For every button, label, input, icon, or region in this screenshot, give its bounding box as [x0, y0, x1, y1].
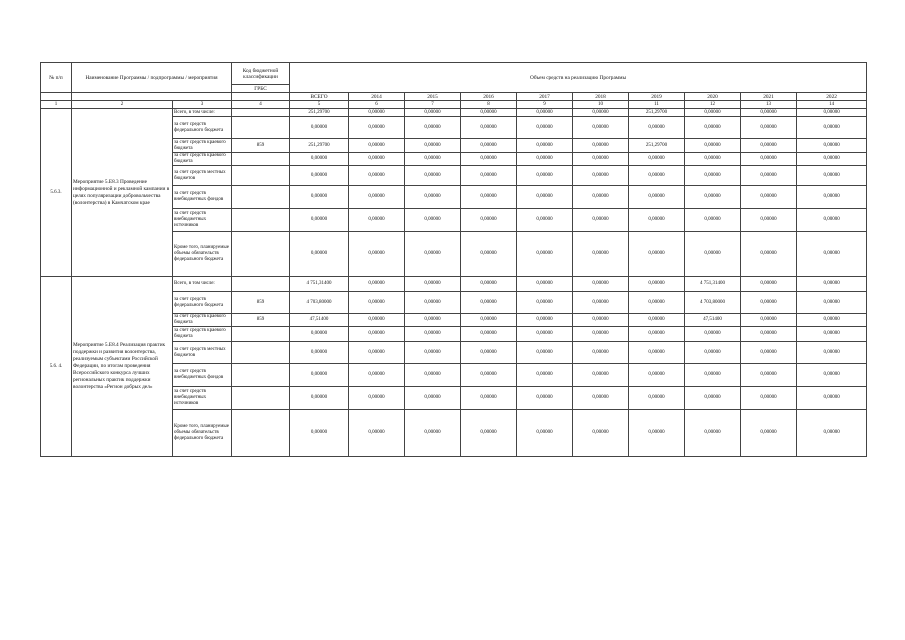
amount-cell: 0,00000 — [461, 232, 517, 277]
amount-cell: 0,00000 — [797, 153, 867, 166]
amount-cell: 0,00000 — [405, 314, 461, 327]
amount-cell: 0,00000 — [349, 166, 405, 186]
grbs-code — [232, 327, 290, 342]
amount-cell: 0,00000 — [797, 166, 867, 186]
amount-cell: 0,00000 — [629, 117, 685, 139]
year-header-cell: 2019 — [629, 93, 685, 101]
funding-source-label: за счет средств внебюджетных фондов — [173, 364, 232, 387]
amount-cell: 0,00000 — [629, 186, 685, 209]
amount-cell: 0,00000 — [405, 277, 461, 292]
amount-cell: 0,00000 — [517, 109, 573, 117]
amount-cell: 0,00000 — [405, 232, 461, 277]
funding-source-label: Кроме того, планируемые объемы обязательств федерального бюджета — [173, 410, 232, 457]
funding-source-label: Кроме того, планируемые объемы обязательств федерального бюджета — [173, 232, 232, 277]
amount-cell: 0,00000 — [629, 387, 685, 410]
amount-cell: 0,00000 — [461, 109, 517, 117]
column-index-cell: 9 — [517, 101, 573, 109]
amount-cell: 0,00000 — [405, 342, 461, 364]
grbs-code — [232, 186, 290, 209]
amount-cell: 0,00000 — [405, 153, 461, 166]
amount-cell: 0,00000 — [685, 153, 741, 166]
amount-cell: 0,00000 — [517, 186, 573, 209]
amount-cell: 0,00000 — [290, 166, 349, 186]
amount-cell: 0,00000 — [349, 364, 405, 387]
amount-cell: 0,00000 — [290, 232, 349, 277]
column-index-cell: 11 — [629, 101, 685, 109]
column-index-cell: 2 — [72, 101, 173, 109]
amount-cell: 0,00000 — [461, 277, 517, 292]
funding-source-label: за счет средств краевого бюджета — [173, 153, 232, 166]
amount-cell: 0,00000 — [405, 139, 461, 153]
amount-cell: 0,00000 — [741, 209, 797, 232]
amount-cell: 0,00000 — [517, 139, 573, 153]
amount-cell: 0,00000 — [741, 109, 797, 117]
amount-cell: 0,00000 — [290, 327, 349, 342]
amount-cell: 0,00000 — [573, 139, 629, 153]
table-row — [41, 109, 867, 117]
amount-cell: 0,00000 — [405, 410, 461, 457]
amount-cell: 0,00000 — [349, 209, 405, 232]
year-header-cell: 2018 — [573, 93, 629, 101]
funding-source-label: за счет средств краевого бюджета — [173, 327, 232, 342]
amount-cell: 0,00000 — [629, 209, 685, 232]
amount-cell: 0,00000 — [629, 277, 685, 292]
header-volume: Объем средств на реализацию Программы — [290, 63, 867, 93]
amount-cell: 0,00000 — [573, 410, 629, 457]
grbs-code: 859 — [232, 139, 290, 153]
amount-cell: 0,00000 — [461, 209, 517, 232]
funding-source-label: Всего, в том числе: — [173, 109, 232, 117]
header-grbs: ГРБС — [232, 85, 290, 93]
amount-cell: 0,00000 — [461, 327, 517, 342]
funding-source-label: за счет средств внебюджетных фондов — [173, 186, 232, 209]
amount-cell: 0,00000 — [349, 410, 405, 457]
amount-cell: 0,00000 — [349, 232, 405, 277]
amount-cell: 0,00000 — [797, 387, 867, 410]
column-index-cell: 3 — [173, 101, 232, 109]
amount-cell: 0,00000 — [797, 364, 867, 387]
column-index-cell: 13 — [741, 101, 797, 109]
amount-cell: 0,00000 — [405, 117, 461, 139]
amount-cell: 0,00000 — [797, 139, 867, 153]
amount-cell: 0,00000 — [685, 364, 741, 387]
amount-cell: 0,00000 — [405, 327, 461, 342]
amount-cell: 0,00000 — [290, 410, 349, 457]
amount-cell: 0,00000 — [685, 387, 741, 410]
grbs-code — [232, 232, 290, 277]
column-index-cell: 8 — [461, 101, 517, 109]
amount-cell: 4 703,80000 — [685, 292, 741, 314]
measure-name: Мероприятие 5.E8.3 Проведение информационной и рекламной кампании в целях популяризации добровольчества (волонтерства) в Камчатском крае — [72, 109, 173, 277]
amount-cell: 0,00000 — [290, 153, 349, 166]
amount-cell: 0,00000 — [461, 139, 517, 153]
funding-source-label: за счет средств федерального бюджета — [173, 292, 232, 314]
grbs-code — [232, 109, 290, 117]
grbs-code — [232, 277, 290, 292]
grbs-code — [232, 364, 290, 387]
amount-cell: 0,00000 — [349, 387, 405, 410]
amount-cell: 0,00000 — [685, 327, 741, 342]
amount-cell: 0,00000 — [685, 109, 741, 117]
year-header-cell: 2015 — [405, 93, 461, 101]
amount-cell: 0,00000 — [461, 410, 517, 457]
measure-number: 5.6. 4. — [41, 277, 72, 457]
amount-cell: 0,00000 — [461, 342, 517, 364]
year-header-cell: ВСЕГО — [290, 93, 349, 101]
amount-cell: 0,00000 — [573, 209, 629, 232]
year-header-cell: 2021 — [741, 93, 797, 101]
amount-cell: 0,00000 — [517, 153, 573, 166]
amount-cell: 251,29700 — [290, 109, 349, 117]
amount-cell: 0,00000 — [461, 153, 517, 166]
amount-cell: 0,00000 — [741, 277, 797, 292]
amount-cell: 0,00000 — [685, 117, 741, 139]
year-header-row — [41, 93, 867, 101]
amount-cell: 0,00000 — [290, 117, 349, 139]
grbs-code — [232, 342, 290, 364]
index-row — [41, 101, 867, 109]
amount-cell: 0,00000 — [349, 139, 405, 153]
amount-cell: 0,00000 — [741, 314, 797, 327]
grbs-code — [232, 410, 290, 457]
grbs-code — [232, 387, 290, 410]
amount-cell: 0,00000 — [741, 327, 797, 342]
amount-cell: 0,00000 — [517, 292, 573, 314]
funding-source-label: за счет средств местных бюджетов — [173, 342, 232, 364]
amount-cell: 0,00000 — [573, 327, 629, 342]
amount-cell: 0,00000 — [741, 387, 797, 410]
grbs-code — [232, 117, 290, 139]
amount-cell: 0,00000 — [741, 232, 797, 277]
amount-cell: 0,00000 — [797, 292, 867, 314]
amount-cell: 0,00000 — [629, 232, 685, 277]
amount-cell: 0,00000 — [573, 292, 629, 314]
amount-cell: 251,29700 — [629, 109, 685, 117]
amount-cell: 0,00000 — [629, 364, 685, 387]
amount-cell: 0,00000 — [573, 186, 629, 209]
amount-cell: 0,00000 — [290, 342, 349, 364]
amount-cell: 0,00000 — [290, 209, 349, 232]
amount-cell: 0,00000 — [741, 117, 797, 139]
amount-cell: 0,00000 — [797, 232, 867, 277]
column-index-cell: 7 — [405, 101, 461, 109]
amount-cell: 0,00000 — [405, 166, 461, 186]
year-header-cell: 2022 — [797, 93, 867, 101]
column-index-cell: 6 — [349, 101, 405, 109]
amount-cell: 0,00000 — [629, 153, 685, 166]
column-index-cell: 4 — [232, 101, 290, 109]
amount-cell: 0,00000 — [517, 166, 573, 186]
amount-cell: 0,00000 — [741, 342, 797, 364]
amount-cell: 0,00000 — [741, 410, 797, 457]
measure-name: Мероприятие 5.E8.4 Реализация практик поддержки и развития волонтерства, реализуемым субъектами Российской Федерации, по итогам проведения Всероссийского конкурса лучших региональных практик поддержки волонтерства «Регион добрых дел» — [72, 277, 173, 457]
amount-cell: 0,00000 — [405, 209, 461, 232]
amount-cell: 0,00000 — [685, 232, 741, 277]
column-index-cell: 5 — [290, 101, 349, 109]
amount-cell: 0,00000 — [741, 139, 797, 153]
amount-cell: 47,51400 — [290, 314, 349, 327]
amount-cell: 0,00000 — [685, 410, 741, 457]
amount-cell: 0,00000 — [573, 364, 629, 387]
amount-cell: 0,00000 — [573, 277, 629, 292]
amount-cell: 0,00000 — [741, 364, 797, 387]
amount-cell: 0,00000 — [741, 166, 797, 186]
amount-cell: 0,00000 — [349, 327, 405, 342]
amount-cell: 0,00000 — [573, 232, 629, 277]
amount-cell: 0,00000 — [517, 277, 573, 292]
amount-cell: 0,00000 — [797, 342, 867, 364]
amount-cell: 0,00000 — [461, 387, 517, 410]
amount-cell: 0,00000 — [405, 292, 461, 314]
amount-cell: 0,00000 — [517, 314, 573, 327]
amount-cell: 0,00000 — [349, 292, 405, 314]
column-index-cell: 10 — [573, 101, 629, 109]
year-header-cell: 2016 — [461, 93, 517, 101]
column-index-cell: 1 — [41, 101, 72, 109]
table-row — [41, 277, 867, 292]
amount-cell: 0,00000 — [349, 277, 405, 292]
header-num: № п/п — [41, 63, 72, 93]
amount-cell: 0,00000 — [797, 410, 867, 457]
amount-cell: 0,00000 — [517, 342, 573, 364]
amount-cell: 0,00000 — [517, 410, 573, 457]
amount-cell: 0,00000 — [290, 387, 349, 410]
amount-cell: 0,00000 — [797, 186, 867, 209]
amount-cell: 0,00000 — [573, 117, 629, 139]
amount-cell: 0,00000 — [685, 186, 741, 209]
amount-cell: 251,29700 — [290, 139, 349, 153]
amount-cell: 0,00000 — [517, 232, 573, 277]
funding-source-label: за счет средств внебюджетных источников — [173, 209, 232, 232]
amount-cell: 0,00000 — [349, 342, 405, 364]
amount-cell: 0,00000 — [741, 186, 797, 209]
amount-cell: 0,00000 — [461, 166, 517, 186]
amount-cell: 0,00000 — [797, 327, 867, 342]
funding-source-label: за счет средств краевого бюджета — [173, 314, 232, 327]
measure-number: 5.6.3. — [41, 109, 72, 277]
amount-cell: 0,00000 — [517, 209, 573, 232]
year-header-cell: 2020 — [685, 93, 741, 101]
funding-source-label: за счет средств федерального бюджета — [173, 117, 232, 139]
funding-source-label: за счет средств местных бюджетов — [173, 166, 232, 186]
budget-table — [40, 62, 867, 457]
header-code: Код бюджетной классификации — [232, 63, 290, 85]
amount-cell: 251,29700 — [629, 139, 685, 153]
amount-cell: 4 703,80000 — [290, 292, 349, 314]
year-header-cell: 2014 — [349, 93, 405, 101]
amount-cell: 0,00000 — [405, 109, 461, 117]
amount-cell: 0,00000 — [405, 387, 461, 410]
grbs-code: 859 — [232, 314, 290, 327]
amount-cell: 0,00000 — [629, 410, 685, 457]
amount-cell: 0,00000 — [741, 153, 797, 166]
amount-cell: 0,00000 — [349, 186, 405, 209]
amount-cell: 0,00000 — [349, 109, 405, 117]
amount-cell: 0,00000 — [797, 117, 867, 139]
amount-cell: 0,00000 — [405, 364, 461, 387]
amount-cell: 0,00000 — [573, 342, 629, 364]
amount-cell: 4 751,31400 — [685, 277, 741, 292]
amount-cell: 0,00000 — [517, 364, 573, 387]
amount-cell: 0,00000 — [461, 117, 517, 139]
amount-cell: 0,00000 — [517, 117, 573, 139]
amount-cell: 0,00000 — [461, 364, 517, 387]
amount-cell: 0,00000 — [405, 186, 461, 209]
grbs-code — [232, 166, 290, 186]
grbs-code — [232, 209, 290, 232]
funding-source-label: за счет средств внебюджетных источников — [173, 387, 232, 410]
amount-cell: 0,00000 — [573, 153, 629, 166]
amount-cell: 0,00000 — [517, 327, 573, 342]
amount-cell: 0,00000 — [629, 342, 685, 364]
amount-cell: 0,00000 — [573, 387, 629, 410]
amount-cell: 0,00000 — [797, 277, 867, 292]
column-index-cell: 12 — [685, 101, 741, 109]
amount-cell: 0,00000 — [461, 314, 517, 327]
amount-cell: 0,00000 — [573, 166, 629, 186]
header-name: Наименование Программы / подпрограммы / мероприятия — [72, 63, 232, 93]
amount-cell: 0,00000 — [629, 292, 685, 314]
year-header-cell: 2017 — [517, 93, 573, 101]
funding-source-label: за счет средств краевого бюджета — [173, 139, 232, 153]
amount-cell: 0,00000 — [685, 209, 741, 232]
amount-cell: 47,51400 — [685, 314, 741, 327]
grbs-code — [232, 153, 290, 166]
amount-cell: 0,00000 — [349, 153, 405, 166]
amount-cell: 0,00000 — [741, 292, 797, 314]
amount-cell: 0,00000 — [797, 109, 867, 117]
amount-cell: 0,00000 — [685, 166, 741, 186]
amount-cell: 0,00000 — [629, 327, 685, 342]
amount-cell: 0,00000 — [290, 186, 349, 209]
amount-cell: 0,00000 — [629, 314, 685, 327]
amount-cell: 0,00000 — [797, 209, 867, 232]
amount-cell: 0,00000 — [517, 387, 573, 410]
amount-cell: 0,00000 — [629, 166, 685, 186]
amount-cell: 0,00000 — [461, 186, 517, 209]
amount-cell: 4 751,31400 — [290, 277, 349, 292]
amount-cell: 0,00000 — [349, 117, 405, 139]
amount-cell: 0,00000 — [573, 314, 629, 327]
amount-cell: 0,00000 — [290, 364, 349, 387]
amount-cell: 0,00000 — [685, 139, 741, 153]
amount-cell: 0,00000 — [685, 342, 741, 364]
amount-cell: 0,00000 — [461, 292, 517, 314]
amount-cell: 0,00000 — [349, 314, 405, 327]
column-index-cell: 14 — [797, 101, 867, 109]
grbs-code: 859 — [232, 292, 290, 314]
funding-source-label: Всего, в том числе: — [173, 277, 232, 292]
amount-cell: 0,00000 — [797, 314, 867, 327]
amount-cell: 0,00000 — [573, 109, 629, 117]
